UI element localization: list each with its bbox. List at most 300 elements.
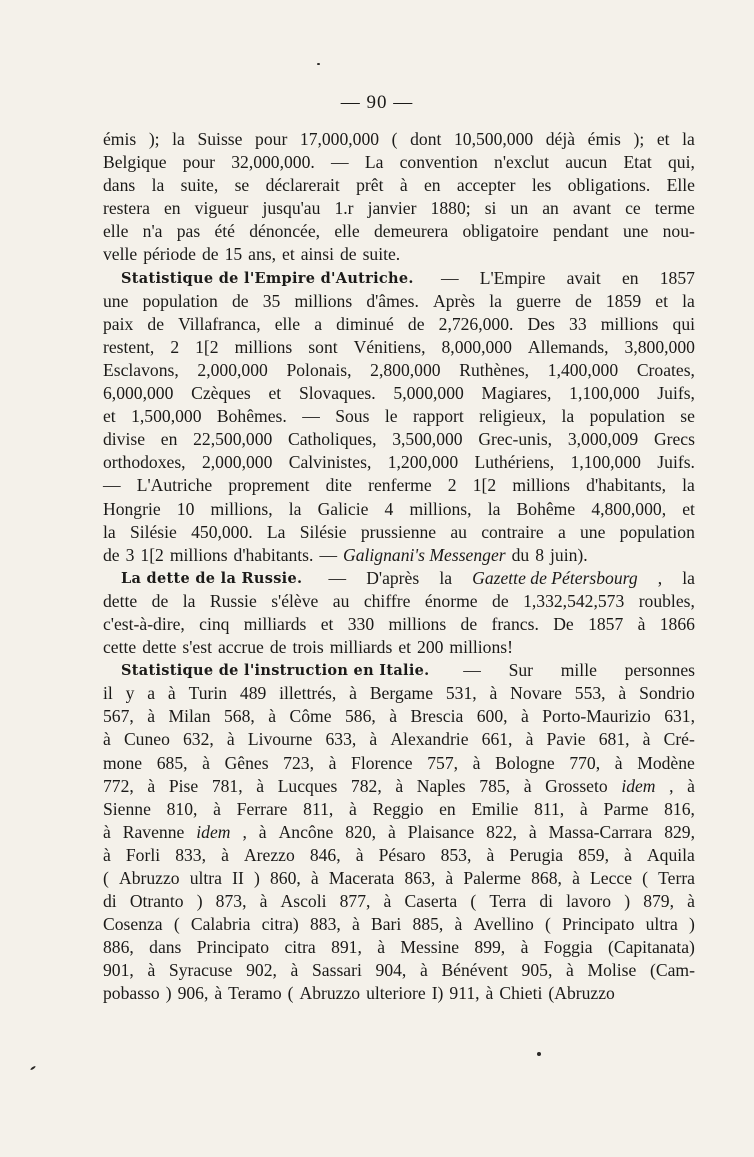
word: à: [349, 798, 357, 819]
word: Otranto: [129, 891, 184, 912]
word: accrue: [217, 637, 264, 658]
word: Czèques: [191, 383, 251, 404]
word: la: [682, 290, 695, 311]
word: Pésaro: [378, 844, 426, 865]
word: ulteriore: [366, 983, 426, 1004]
text-line: [103, 775, 695, 798]
word: Bologne: [495, 752, 555, 773]
word: Ancône: [278, 821, 334, 842]
word: —: [319, 544, 338, 565]
word: vigueur: [194, 198, 249, 219]
word: 1857: [588, 613, 624, 634]
word: 1,500,000: [131, 406, 202, 427]
word: 810,: [166, 798, 198, 819]
word: millions: [294, 290, 353, 311]
word: d'habitants,: [586, 475, 667, 496]
word: et: [320, 613, 334, 634]
word: à: [202, 752, 210, 773]
word: cinq: [199, 613, 230, 634]
word: francs.: [491, 613, 539, 634]
word: la: [487, 498, 501, 519]
word: Terra: [489, 891, 527, 912]
text-line: [103, 405, 695, 428]
word: D'après: [366, 567, 420, 588]
word: Sondrio: [639, 683, 695, 704]
word: 600,: [476, 706, 508, 727]
word: Messine: [400, 937, 460, 958]
word: Porto-Maurizio: [542, 706, 651, 727]
word: Elle: [666, 175, 695, 196]
word: de: [575, 290, 592, 311]
word: elle: [334, 221, 360, 242]
word: —: [328, 567, 347, 588]
word: Juifs.: [657, 452, 695, 473]
word: millions: [169, 544, 228, 565]
word: Magiares,: [481, 383, 552, 404]
word: Arezzo: [243, 844, 295, 865]
word: Reggio: [372, 798, 424, 819]
word: 770,: [569, 752, 601, 773]
word: la: [172, 129, 185, 149]
word: à: [579, 798, 588, 819]
word: 8,000,000: [441, 336, 512, 357]
word: divise: [103, 429, 146, 450]
word: Luthériens,: [474, 452, 555, 473]
word: Esclavons,: [103, 359, 179, 380]
word: 1859: [605, 290, 642, 311]
word: de: [460, 613, 478, 634]
word: et: [103, 406, 116, 427]
text-line: [103, 313, 695, 336]
word: la: [182, 590, 196, 611]
word: se: [680, 406, 695, 427]
word: Vénitiens,: [353, 336, 426, 357]
word: à: [383, 891, 392, 912]
word: Emilie: [471, 798, 519, 819]
word: 8: [535, 544, 545, 565]
word: —: [463, 660, 481, 681]
word: cette: [103, 637, 137, 658]
word: 822,: [486, 821, 517, 842]
text-line: [103, 290, 695, 313]
word: au: [450, 521, 467, 542]
word: restera: [103, 198, 150, 219]
paragraph-autriche: [103, 267, 695, 567]
word: à: [256, 775, 265, 796]
word: I): [431, 983, 444, 1004]
text-line: [103, 798, 695, 821]
word: à: [221, 844, 229, 865]
word: Abruzzo: [299, 983, 361, 1004]
word: Bergame: [369, 683, 433, 704]
word: —: [103, 475, 121, 496]
word: renferme: [368, 475, 432, 496]
word: 902,: [246, 960, 277, 981]
word: La: [266, 521, 286, 542]
word: ultra: [189, 868, 222, 888]
word: ,: [657, 567, 663, 588]
word: 1[2: [472, 475, 497, 496]
word: 489: [239, 683, 267, 704]
text-line: [103, 682, 695, 705]
paragraph-russie: [103, 567, 695, 659]
word: si: [484, 198, 497, 219]
text-line: [103, 728, 695, 751]
text-line: [103, 336, 695, 359]
word: à: [399, 175, 408, 196]
word: 531,: [445, 683, 477, 704]
word: millions!: [449, 637, 513, 658]
word: elle: [103, 221, 129, 242]
word: 905,: [521, 960, 553, 981]
word: n'exclut: [494, 152, 549, 173]
word: Silésie: [129, 521, 177, 542]
text-line: [103, 451, 695, 474]
word: Terra: [658, 868, 695, 888]
word: millions,: [210, 498, 273, 519]
word: la: [561, 406, 575, 427]
word: dont: [410, 129, 442, 149]
word: 863,: [404, 868, 436, 888]
word: à: [618, 683, 627, 704]
word: à: [485, 983, 494, 1004]
word: Ascoli: [280, 891, 327, 912]
word: Etat: [623, 152, 652, 173]
word: 450,000.: [191, 521, 253, 542]
word: 2: [170, 336, 180, 357]
word: c'est-à-dire,: [103, 613, 185, 634]
word: mille: [560, 660, 597, 681]
word: (Cam-: [650, 960, 695, 981]
word: Abruzzo: [119, 868, 180, 888]
word: Modène: [637, 752, 695, 773]
word: et: [655, 290, 668, 311]
word: prêt: [356, 175, 384, 196]
word: Livourne: [247, 729, 313, 750]
word: Silésie: [299, 521, 347, 542]
text-line: [103, 959, 695, 982]
word: Molise: [587, 960, 637, 981]
word: 723,: [283, 752, 314, 773]
word: 860,: [269, 868, 301, 888]
word: Sassari: [312, 960, 362, 981]
word: 1,100,000: [570, 452, 641, 473]
word: Catholiques,: [288, 429, 377, 450]
word: Principato: [562, 914, 635, 935]
word: Avellino: [473, 914, 534, 935]
word: 1[2: [140, 544, 164, 565]
word: à: [523, 775, 532, 796]
word: 811,: [303, 798, 334, 819]
word: la: [489, 290, 502, 311]
word: 829,: [664, 821, 695, 842]
word: 820,: [345, 821, 377, 842]
word: Ferrare: [236, 798, 288, 819]
word: 833,: [175, 844, 206, 865]
word: s'élève: [271, 590, 319, 611]
word: 879,: [643, 891, 674, 912]
word: de: [151, 590, 169, 611]
word: millions: [234, 336, 293, 357]
word: et: [398, 637, 412, 658]
text-line: [103, 913, 695, 936]
word: Alexandrie: [390, 729, 469, 750]
word: 811,: [534, 798, 565, 819]
text-line: [103, 428, 695, 451]
word: Macerata: [328, 868, 395, 888]
word: la: [151, 175, 165, 196]
word: à: [268, 706, 277, 727]
word: émis: [587, 129, 621, 149]
word: à: [566, 960, 574, 981]
word: à: [258, 821, 267, 842]
word: 781,: [211, 775, 243, 796]
word: orthodoxes,: [103, 452, 186, 473]
word: à: [395, 775, 404, 796]
word: à: [624, 844, 632, 865]
word: contraire: [481, 521, 544, 542]
word: à: [349, 683, 357, 704]
word: Principato: [196, 937, 270, 958]
word: de: [103, 544, 120, 565]
word: Chieti: [499, 983, 543, 1004]
word: 785,: [479, 775, 511, 796]
text-line: [103, 521, 695, 544]
word: (: [103, 868, 109, 888]
word: Bénévent: [441, 960, 508, 981]
word: une: [579, 521, 606, 542]
text-line: [103, 359, 695, 382]
word: à: [520, 706, 529, 727]
word: obligations.: [567, 175, 651, 196]
word: Brescia: [410, 706, 464, 727]
text-line: [103, 867, 695, 890]
word: 568,: [224, 706, 255, 727]
word: à: [445, 868, 454, 888]
word: suite,: [180, 175, 219, 196]
word: Bari: [371, 914, 402, 935]
word: ): [253, 868, 260, 888]
word: 17,000,000: [299, 129, 380, 149]
word: pour: [255, 129, 288, 149]
word: Belgique: [103, 152, 167, 173]
word: (: [470, 891, 477, 912]
word: rapport: [412, 406, 464, 427]
word: 586,: [345, 706, 376, 727]
word: population: [619, 521, 695, 542]
word: à: [310, 868, 319, 888]
word: jusqu'au: [262, 198, 321, 219]
word: idem: [196, 821, 231, 842]
word: Des: [527, 313, 555, 334]
word: ainsi: [300, 244, 334, 265]
word: la: [682, 475, 695, 496]
word: Syracuse: [168, 960, 233, 981]
paragraph-italie: [103, 659, 695, 1005]
word: à: [226, 729, 235, 750]
word: 685,: [156, 752, 188, 773]
word: la: [288, 498, 302, 519]
word: Galicie: [317, 498, 369, 519]
word: juin).: [550, 544, 588, 565]
word: 1857: [659, 267, 695, 288]
word: 3,800,000: [624, 336, 695, 357]
word: 883,: [310, 914, 341, 935]
word: en: [423, 175, 441, 196]
word: 2,000,000: [201, 452, 273, 473]
word: à: [387, 821, 396, 842]
word: Calvinistes,: [288, 452, 372, 473]
word: avait: [566, 267, 601, 288]
word: à: [472, 752, 481, 773]
word: Allemands,: [527, 336, 609, 357]
word: dette: [103, 590, 138, 611]
word: terme: [654, 198, 695, 219]
word: dénoncée,: [249, 221, 321, 242]
word: à: [147, 960, 156, 981]
word: Slovaques.: [298, 383, 376, 404]
word: Lecce: [590, 868, 632, 888]
word: 35: [262, 290, 281, 311]
word: 567,: [103, 706, 134, 727]
word: Milan: [168, 706, 211, 727]
word: population: [142, 290, 218, 311]
word: du: [511, 544, 530, 565]
word: Perugia: [509, 844, 564, 865]
word: demeurera: [373, 221, 449, 242]
word: de: [269, 637, 287, 658]
word: 782,: [350, 775, 382, 796]
word: 15: [224, 244, 243, 265]
word: (Capitanata): [607, 937, 695, 958]
word: 757,: [427, 752, 459, 773]
word: à: [352, 914, 360, 935]
word: d'âmes.: [366, 290, 419, 311]
word: à: [147, 775, 156, 796]
word: il: [103, 683, 113, 704]
word: et: [268, 383, 282, 404]
word: 1[2: [195, 336, 219, 357]
word: énorme: [424, 590, 478, 611]
text-line: [103, 659, 695, 682]
word: à: [614, 752, 623, 773]
word: Sienne: [103, 798, 151, 819]
text-line: [103, 474, 695, 497]
word: une: [622, 221, 649, 242]
word: à: [687, 775, 695, 796]
word: Pise: [168, 775, 199, 796]
word: accepter: [456, 175, 516, 196]
word: 32,000,000.: [231, 152, 315, 173]
word: (: [173, 914, 180, 935]
word: pour: [182, 152, 215, 173]
text-line: [103, 220, 695, 243]
word: ce: [625, 198, 641, 219]
word: à: [290, 960, 299, 981]
word: illettrés,: [279, 683, 337, 704]
word: 2,726,000.: [438, 313, 514, 334]
word: à: [369, 729, 378, 750]
word: déjà: [545, 129, 576, 149]
word: 3: [125, 544, 135, 565]
word: di: [103, 891, 117, 912]
word: s'est: [182, 637, 212, 658]
word: 4: [384, 498, 394, 519]
section-heading: Statistique de l'instruction en Italie.: [121, 662, 430, 680]
text-line: [103, 636, 695, 659]
word: chiffre: [363, 590, 411, 611]
word: y: [125, 683, 135, 704]
word: ): [689, 914, 695, 935]
word: dans: [103, 175, 136, 196]
word: et: [682, 498, 695, 519]
word: velle: [103, 244, 138, 265]
word: Bohêmes.: [216, 406, 287, 427]
word: Novare: [510, 683, 562, 704]
word: 859,: [578, 844, 609, 865]
word: à: [572, 868, 580, 888]
word: Cuneo: [123, 729, 170, 750]
word: Gênes: [224, 752, 269, 773]
word: obligatoire: [462, 221, 539, 242]
text-line: [103, 590, 695, 613]
word: à: [486, 844, 495, 865]
word: la: [682, 129, 695, 149]
word: Hongrie: [103, 498, 161, 519]
word: à: [103, 729, 111, 750]
word: milliards: [329, 637, 393, 658]
word: été: [214, 221, 235, 242]
word: Teramo: [228, 983, 282, 1004]
word: La: [364, 152, 384, 173]
word: la: [682, 567, 695, 588]
word: Palerme: [463, 868, 521, 888]
word: de: [231, 290, 249, 311]
word: millions: [388, 613, 447, 634]
word: —: [331, 152, 349, 173]
word: émis: [103, 129, 137, 149]
text-line: [103, 752, 695, 775]
word: ,: [669, 775, 674, 796]
text-line: [103, 382, 695, 405]
word: 1,200,000: [387, 452, 459, 473]
word: 2,800,000: [370, 359, 441, 380]
word: Forli: [125, 844, 161, 865]
text-line: [103, 982, 695, 1005]
word: un: [510, 198, 529, 219]
word: Après: [433, 290, 476, 311]
word: de: [492, 590, 509, 611]
word: Villafranca,: [178, 313, 261, 334]
word: 853,: [440, 844, 472, 865]
word: janvier: [367, 198, 417, 219]
word: 877,: [339, 891, 371, 912]
word: Calabria: [190, 914, 251, 935]
word: 1,100,000: [569, 383, 640, 404]
word: 3,500,000: [392, 429, 463, 450]
word: à: [214, 983, 223, 1004]
word: citra): [261, 914, 299, 935]
word: religieux,: [479, 406, 547, 427]
word: 330: [347, 613, 375, 634]
word: Plaisance: [407, 821, 475, 842]
ink-speck: [317, 63, 320, 65]
word: de: [201, 244, 219, 265]
word: à: [520, 937, 529, 958]
word: Croates,: [636, 359, 695, 380]
word: 633,: [325, 729, 357, 750]
text-line: [103, 821, 695, 844]
